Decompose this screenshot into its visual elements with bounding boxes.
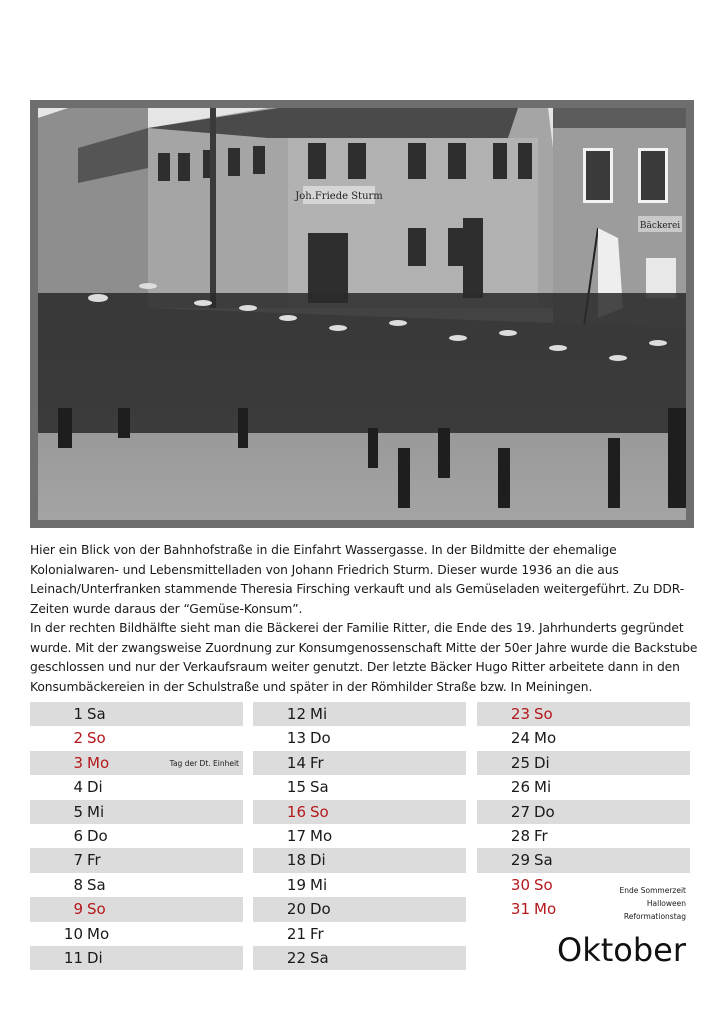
month-title: Oktober — [557, 931, 686, 969]
day-number: 20 — [286, 900, 306, 919]
weekday: Do — [310, 729, 331, 748]
weekday: Fr — [87, 851, 101, 870]
caption-paragraph-2: In der rechten Bildhälfte sieht man die Bäckerei der Familie Ritter, die Ende des 19. Jahrhunderts gegründet wurde. Mit der zwangsweise Zuordnung zur Konsumgenossenschaft Mitte der 50er Jahre wurde die Backstube geschlossen und nur der Verkaufsraum weiter genutzt. Der letzte Bäcker Hugo Ritter arbeitete dann in den Konsumbäckereien in der Schulstraße und später in der Römhilder Straße bzw. In Meiningen. — [30, 621, 698, 694]
photo-caption — [30, 541, 698, 697]
calendar-day — [477, 848, 690, 872]
calendar-day — [253, 702, 466, 726]
note-ende-sommerzeit: Ende Sommerzeit — [619, 886, 686, 895]
calendar-day — [30, 775, 243, 799]
calendar-day — [477, 726, 690, 750]
calendar-day — [30, 751, 243, 775]
day-number: 17 — [286, 826, 306, 845]
day-number: 6 — [73, 826, 83, 845]
day-number: 2 — [73, 729, 83, 748]
day-number: 24 — [510, 729, 530, 748]
day-number: 29 — [510, 851, 530, 870]
day-number: 9 — [73, 900, 83, 919]
calendar-day — [253, 751, 466, 775]
weekday: So — [87, 900, 106, 919]
calendar-column-1 — [30, 702, 243, 970]
weekday: So — [534, 705, 553, 723]
calendar-day — [477, 751, 690, 775]
calendar-day — [253, 922, 466, 946]
day-number: 28 — [510, 826, 530, 845]
day-number: 7 — [73, 851, 83, 870]
calendar-day — [253, 824, 466, 848]
weekday: Sa — [310, 948, 329, 967]
calendar-day — [477, 800, 690, 824]
day-number: 26 — [510, 778, 530, 797]
calendar-day — [253, 800, 466, 824]
day-notes — [580, 884, 686, 923]
weekday: Do — [87, 826, 108, 845]
weekday: Sa — [310, 778, 329, 797]
bakery-sign: Bäckerei — [639, 221, 681, 231]
calendar-day — [30, 702, 243, 726]
weekday: So — [310, 802, 329, 821]
holiday-note: Tag der Dt. Einheit — [169, 758, 239, 768]
weekday: Sa — [534, 851, 553, 870]
calendar-day — [253, 897, 466, 921]
note-reformationstag: Reformationstag — [623, 912, 686, 921]
day-number: 18 — [286, 851, 306, 870]
day-number: 4 — [73, 778, 83, 797]
caption-paragraph-1: Hier ein Blick von der Bahnhofstraße in die Einfahrt Wassergasse. In der Bildmitte der ehemalige Kolonialwaren- und Lebensmittelladen von Johann Friedrich Sturm. Dieser wurde 1936 an die aus Leinach/Unterfranken stammende Theresia Firsching verkauft und als Gemüseladen weitergeführt. Zu DDR-Zeiten wurde daraus der “Gemüse-Konsum”. — [30, 543, 685, 616]
weekday: So — [534, 875, 553, 894]
day-number: 8 — [73, 875, 83, 894]
calendar-day — [477, 775, 690, 799]
day-number: 21 — [286, 924, 306, 943]
day-number: 30 — [510, 875, 530, 894]
weekday: Mo — [534, 900, 557, 919]
calendar-day — [253, 946, 466, 970]
day-number: 14 — [286, 753, 306, 772]
day-number: 11 — [63, 948, 83, 967]
weekday: Mi — [310, 875, 328, 894]
weekday: Sa — [87, 875, 106, 894]
day-number: 22 — [286, 948, 306, 967]
day-number: 31 — [510, 900, 530, 919]
day-number: 16 — [286, 802, 306, 821]
day-number: 27 — [510, 802, 530, 821]
shop-sign: Joh.Friede Sturm — [295, 191, 383, 202]
day-number: 25 — [510, 753, 530, 772]
calendar-day — [253, 775, 466, 799]
historical-street-photo — [38, 108, 686, 520]
day-number: 1 — [73, 705, 83, 723]
calendar-day — [30, 848, 243, 872]
day-number: 12 — [286, 705, 306, 723]
calendar-day — [253, 726, 466, 750]
weekday: Mi — [87, 802, 105, 821]
weekday: Mo — [87, 924, 110, 943]
weekday: Sa — [87, 705, 106, 723]
weekday: Do — [310, 900, 331, 919]
calendar-day — [30, 946, 243, 970]
calendar-day — [253, 848, 466, 872]
day-number: 10 — [63, 924, 83, 943]
photo-frame — [30, 100, 694, 528]
calendar-day — [30, 897, 243, 921]
weekday: Mi — [310, 705, 328, 723]
calendar-day — [30, 922, 243, 946]
weekday: Di — [87, 948, 103, 967]
note-halloween: Halloween — [646, 899, 686, 908]
day-number: 13 — [286, 729, 306, 748]
weekday: Do — [534, 802, 555, 821]
calendar-day — [477, 702, 690, 726]
day-number: 19 — [286, 875, 306, 894]
weekday: Fr — [310, 753, 324, 772]
calendar-day — [30, 873, 243, 897]
weekday: Mo — [87, 753, 110, 772]
calendar-day — [30, 726, 243, 750]
calendar-day — [477, 824, 690, 848]
calendar-column-2 — [253, 702, 466, 970]
weekday: Di — [534, 753, 550, 772]
weekday: Mo — [310, 826, 333, 845]
day-number: 23 — [510, 705, 530, 723]
day-number: 5 — [73, 802, 83, 821]
weekday: So — [87, 729, 106, 748]
weekday: Di — [87, 778, 103, 797]
calendar-day — [253, 873, 466, 897]
day-number: 3 — [73, 753, 83, 772]
weekday: Mi — [534, 778, 552, 797]
weekday: Di — [310, 851, 326, 870]
weekday: Fr — [534, 826, 548, 845]
weekday: Fr — [310, 924, 324, 943]
calendar-day — [30, 824, 243, 848]
weekday: Mo — [534, 729, 557, 748]
calendar-day — [30, 800, 243, 824]
day-number: 15 — [286, 778, 306, 797]
